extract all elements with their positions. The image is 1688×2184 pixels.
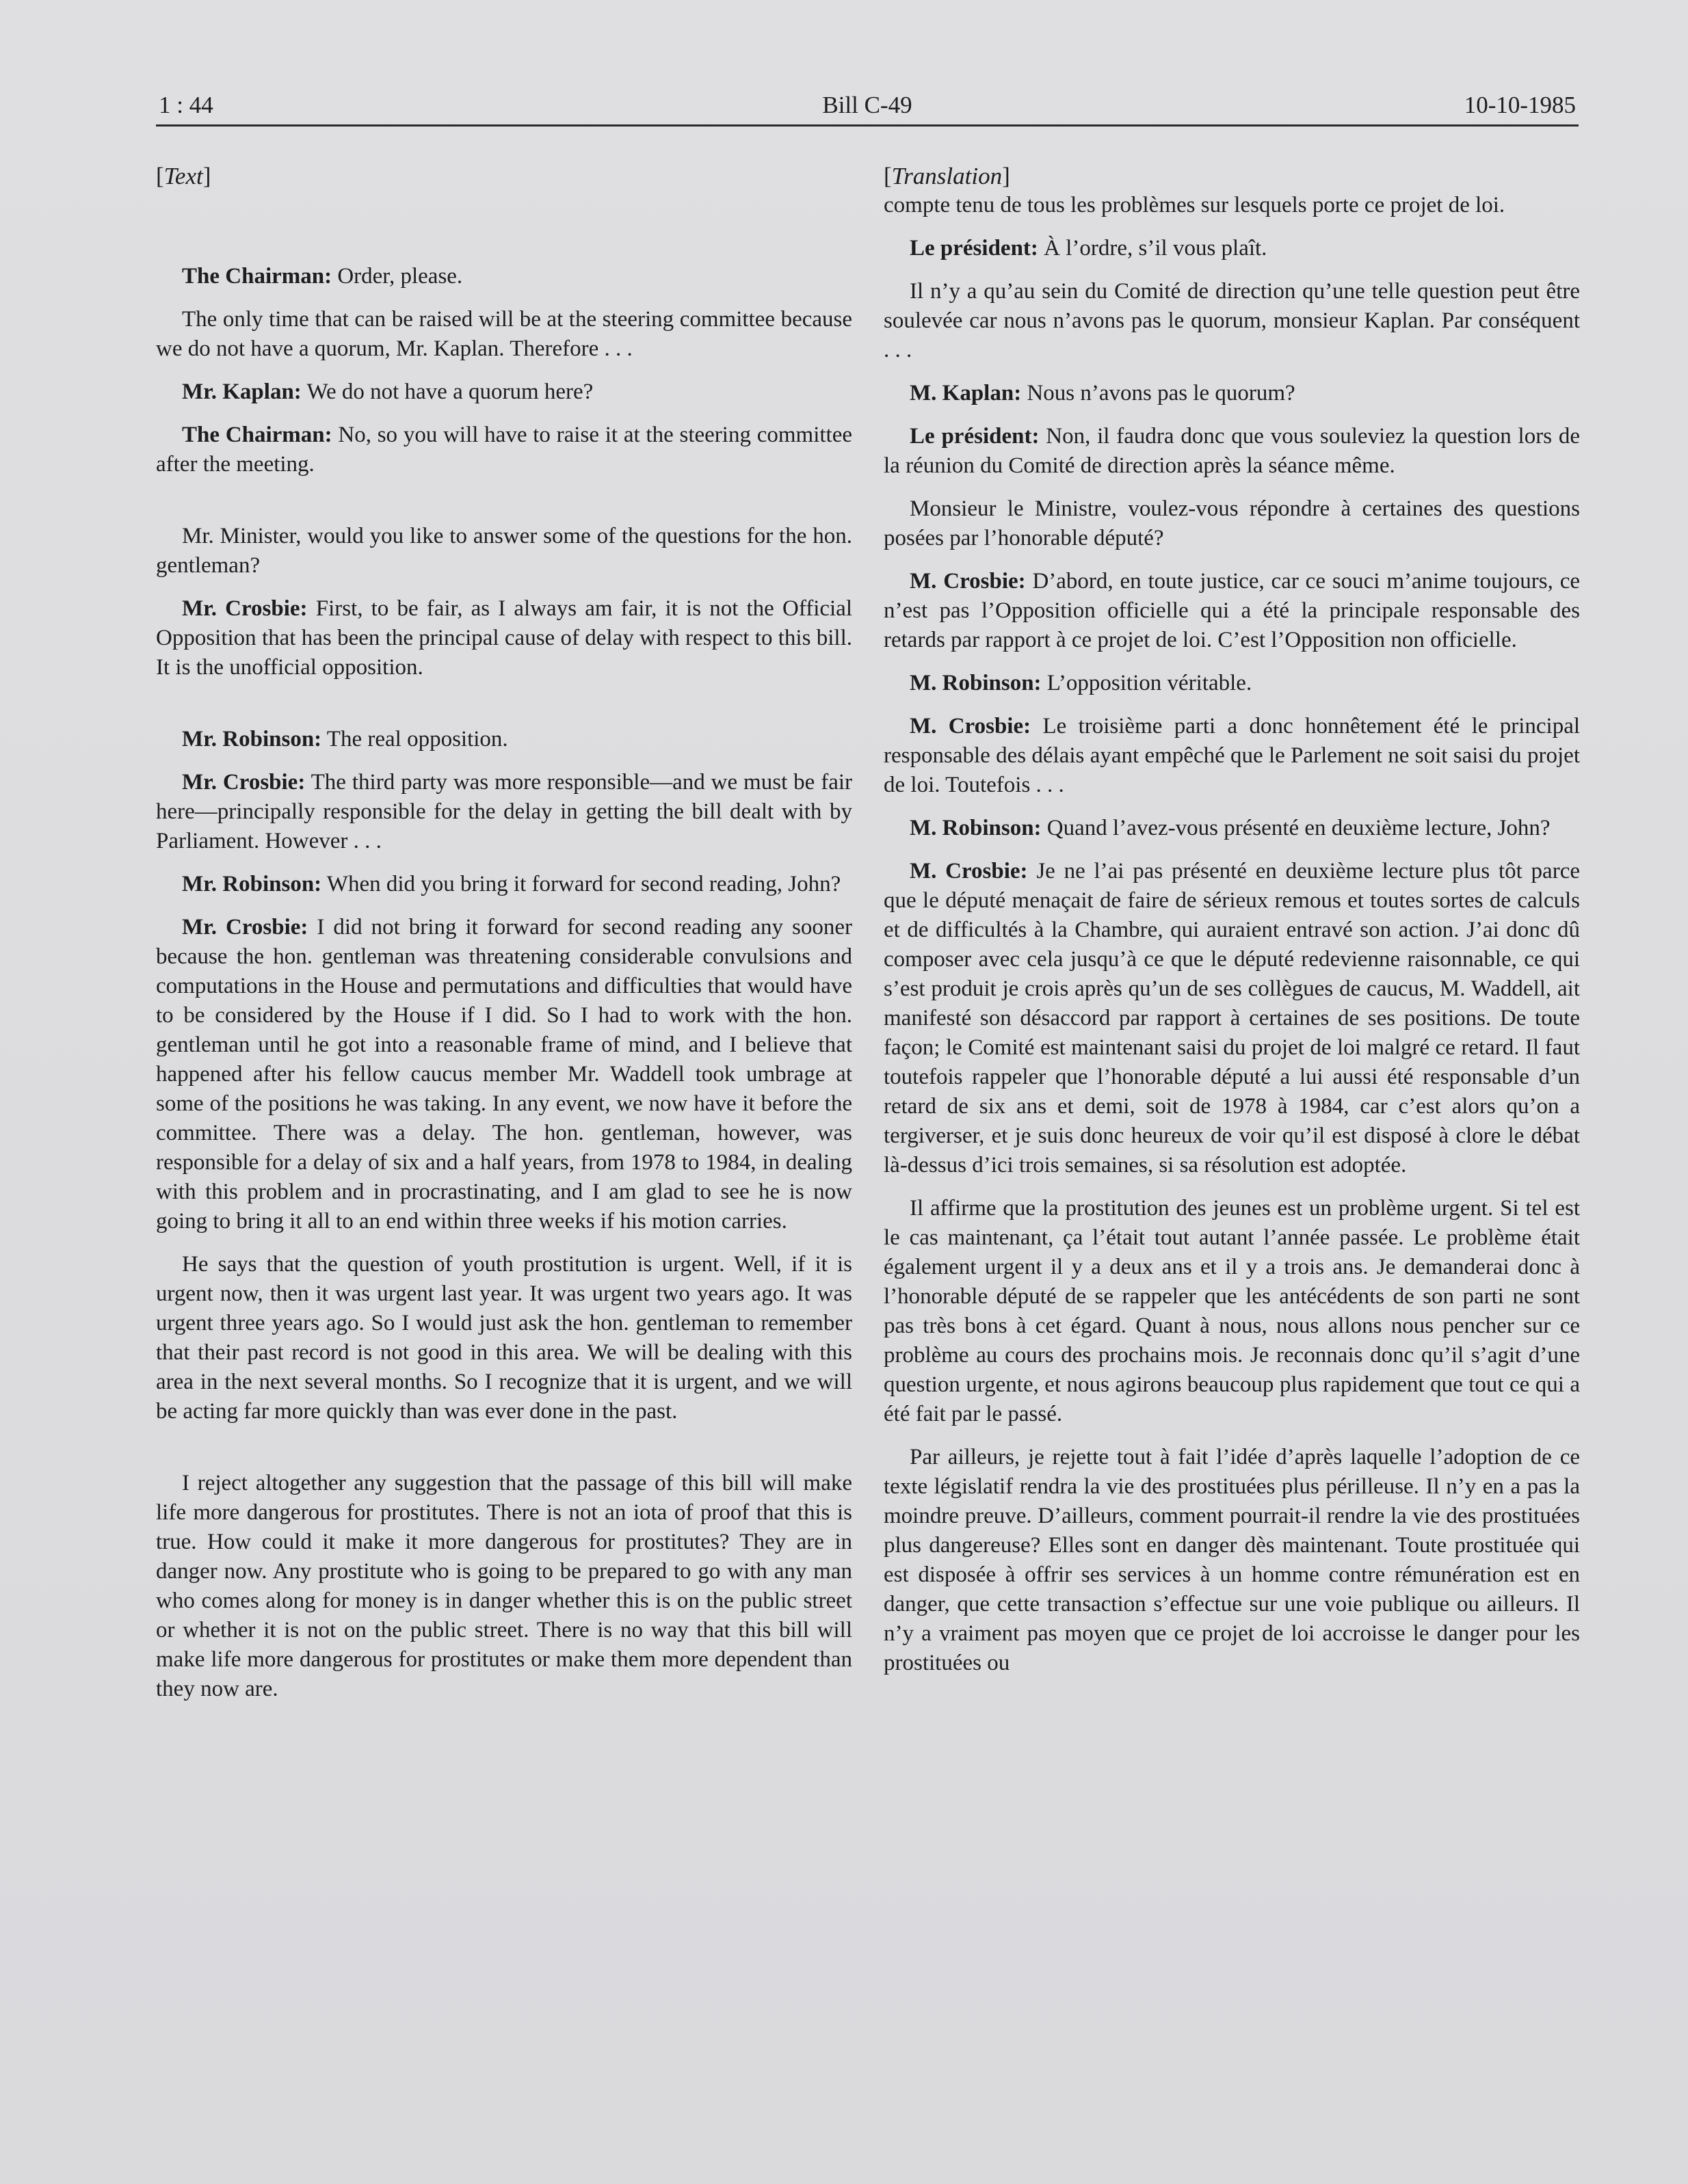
speaker-name: M. Robinson: [910,671,1042,695]
text-label: [Text] [156,163,211,189]
speaker-name: Mr. Crosbie: [182,596,308,621]
paragraph: Mr. Kaplan: We do not have a quorum here? [182,379,594,404]
paragraph: The Chairman: No, so you will have to raise it at the steering committee after the meeting. [156,423,852,477]
page-header [156,88,1579,123]
paragraph: Mr. Crosbie: First, to be fair, as I always am fair, it is not the Official Opposition that has been the principal cause of delay with respect to this bill. It is the unofficial opposition. [156,596,852,680]
page-number: 1 : 44 [159,92,213,118]
speaker-name: The Chairman: [182,264,332,289]
speaker-name: M. Crosbie: [910,859,1028,883]
speaker-name: Mr. Kaplan: [182,379,302,404]
french-column [884,161,1580,1678]
speaker-name: Le président: [910,424,1040,449]
header-rule [156,124,1579,126]
paragraph: Par ailleurs, je rejette tout à fait l’idée d’après laquelle l’adoption de ce texte législatif rendra la vie des prostituées plus périlleuse. Il n’y en a pas la moindre preuve. D’ailleurs, comment pourrait-il rendre la vie des prostituées plus dangereuse? Elles sont en danger dès maintenant. Toute prostituée qui est disposée à offrir ses services à un homme contre rémunération est en danger, que cette transaction s’effectue sur une voie publique ou ailleurs. Il n’y a vraiment pas moyen que ce projet de loi accroisse le danger pour les prostituées ou [884,1445,1580,1675]
paragraph: Le président: Non, il faudra donc que vous souleviez la question lors de la réunion du Comité de direction après la séance même. [884,424,1580,478]
paragraph: M. Robinson: Quand l’avez-vous présenté en deuxième lecture, John? [910,816,1551,840]
speaker-name: Mr. Crosbie: [182,915,308,940]
paragraph: Il n’y a qu’au sein du Comité de direction qu’une telle question peut être soulevée car nous n’avons pas le quorum, monsieur Kaplan. Par conséquent . . . [884,279,1580,362]
paragraph: The Chairman: Order, please. [182,264,463,289]
speaker-name: Mr. Robinson: [182,727,322,751]
paragraph: He says that the question of youth prostitution is urgent. Well, if it is urgent now, then it was urgent last year. It was urgent two years ago. It was urgent three years ago. So I would just ask the hon. gentleman to remember that their past record is not good in this area. We will be dealing with this area in the next several months. So I recognize that it is urgent, and we will be acting far more quickly than was ever done in the past. [156,1252,852,1424]
paragraph: Mr. Minister, would you like to answer some of the questions for the hon. gentleman? [156,524,852,578]
speaker-name: Le président: [910,236,1038,261]
paragraph: M. Robinson: L’opposition véritable. [910,671,1252,695]
speaker-name: M. Crosbie: [910,714,1031,738]
paragraph: Mr. Crosbie: The third party was more responsible—and we must be fair here—principally responsible for the delay in getting the bill dealt with by Parliament. However . . . [156,770,853,853]
paragraph: Monsieur le Ministre, voulez-vous répondre à certaines des questions posées par l’honorable député? [884,496,1580,550]
bill-title: Bill C-49 [822,92,912,118]
paragraph: I reject altogether any suggestion that the passage of this bill will make life more dangerous for prostitutes. There is not an iota of proof that this is true. How could it make it more dangerous for prostitutes? They are in danger now. Any prostitute who is going to be prepared to go with any man who comes along for money is in danger whether this is on the public street or whether it is not on the public street. There is no way that this bill will make life more dangerous for prostitutes or make them more dependent than they now are. [156,1471,852,1701]
paragraph: The only time that can be raised will be at the steering committee because we do not have a quorum, Mr. Kaplan. Therefore . . . [156,307,852,361]
paragraph: Mr. Crosbie: I did not bring it forward for second reading any sooner because the hon. gentleman was threatening considerable convulsions and computations in the House and permutations and difficulties that would have to be considered by the House if I did. So I had to work with the hon. gentleman until he got into a reasonable frame of mind, and I believe that happened after his fellow caucus member Mr. Waddell took umbrage at some of the positions he was taking. In any event, we now have it before the committee. There was a delay. The hon. gentleman, however, was responsible for a delay of six and a half years, from 1978 to 1984, in dealing with this problem and in procrastinating, and I am glad to see he is now going to bring it all to an end within three weeks if his motion carries. [156,915,852,1234]
speaker-name: Mr. Crosbie: [182,770,306,795]
speaker-name: The Chairman: [182,423,332,447]
paragraph: Le président: À l’ordre, s’il vous plaît. [910,236,1267,261]
speaker-name: M. Crosbie: [910,569,1026,594]
paragraph: M. Crosbie: Le troisième parti a donc honnêtement été le principal responsable des délais ayant empêché que le Parlement ne soit saisi du projet de loi. Toutefois . . . [884,714,1581,797]
paragraph: Il affirme que la prostitution des jeunes est un problème urgent. Si tel est le cas maintenant, ça l’était tout autant l’année passée. Le problème était également urgent il y a deux ans et il y a trois ans. Je demanderai donc à l’honorable député de se rappeler que les antécédents de son parti ne sont pas très bons à cet égard. Quant à nous, nous allons nous pencher sur ce problème au cours des prochains mois. Je reconnais donc qu’il s’agit d’une question urgente, et nous agirons beaucoup plus rapidement que tout ce qui a été fait par le passé. [884,1196,1580,1426]
continuation-text: compte tenu de tous les problèmes sur lesquels porte ce projet de loi. [884,193,1505,217]
english-column [156,161,852,1704]
speaker-name: M. Robinson: [910,816,1042,840]
paragraph: M. Kaplan: Nous n’avons pas le quorum? [910,381,1295,405]
paragraph: M. Crosbie: D’abord, en toute justice, car ce souci m’anime toujours, ce n’est pas l’Opposition officielle qui a été la principale responsable des retards par rapport à ce projet de loi. C’est l’Opposition non officielle. [884,569,1580,652]
paragraph: Mr. Robinson: When did you bring it forward for second reading, John? [182,872,841,896]
paragraph: Mr. Robinson: The real opposition. [182,727,508,751]
speaker-name: Mr. Robinson: [182,872,322,896]
paragraph: M. Crosbie: Je ne l’ai pas présenté en deuxième lecture plus tôt parce que le député menaçait de faire de sérieux remous et toutes sortes de calculs et de difficultés à la Chambre, qui auraient entravé son action. J’ai donc dû composer avec cela jusqu’à ce que le député redevienne raisonnable, ce qui s’est produit je crois après qu’un de ses collègues de caucus, M. Waddell, ait manifesté son désaccord par rapport à certaines de ses positions. De toute façon; le Comité est maintenant saisi du projet de loi malgré ce retard. Il faut toutefois rappeler que l’honorable député a lui aussi été responsable d’un retard de six ans et demi, soit de 1978 à 1984, car c’est alors qu’on a tergiverser, et je suis donc heureux de voir qu’il est disposé à clore le débat là-dessus d’ici trois semaines, si sa résolution est adoptée. [884,859,1580,1177]
header-date: 10-10-1985 [1464,92,1576,118]
translation-label: [Translation] [884,163,1010,189]
speaker-name: M. Kaplan: [910,381,1022,405]
